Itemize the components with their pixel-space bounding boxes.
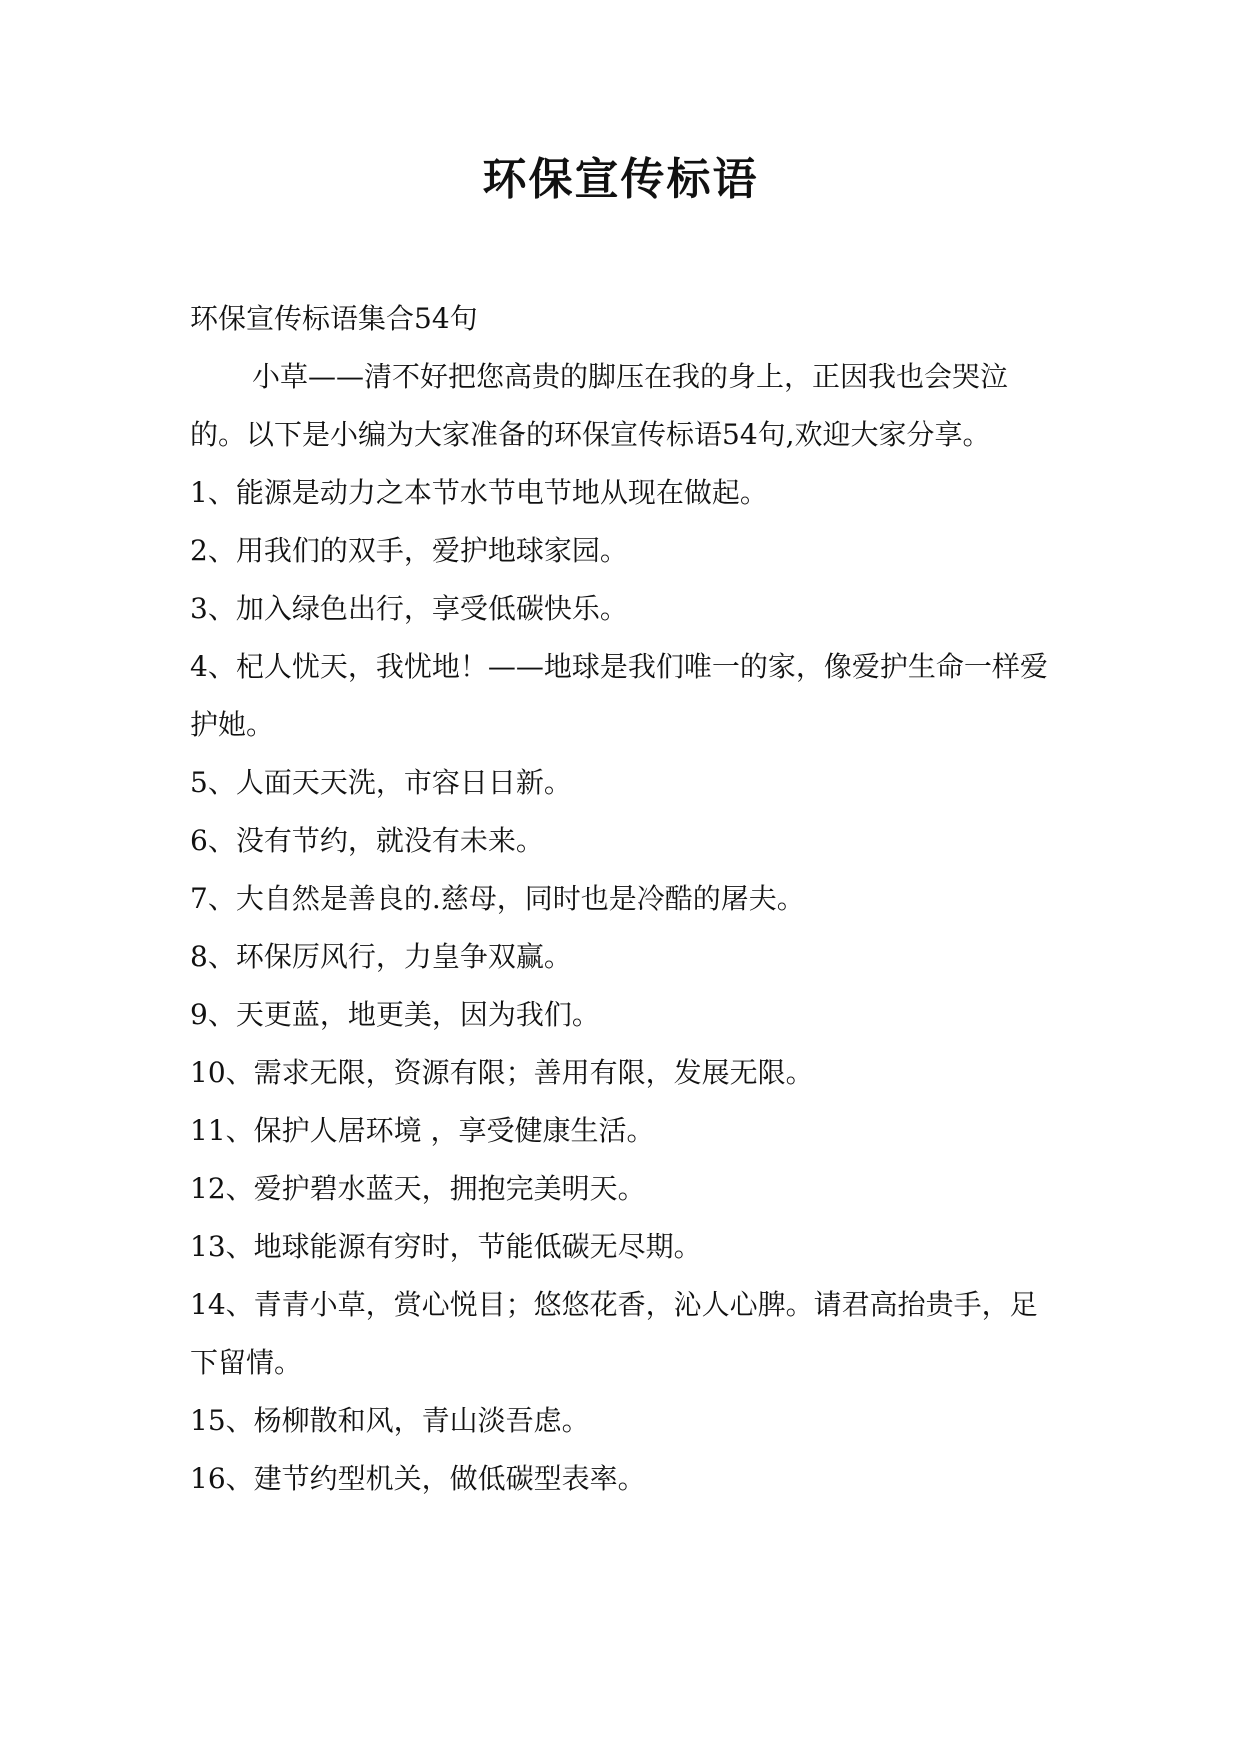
intro-paragraph: 小草——清不好把您高贵的脚压在我的身上，正因我也会哭泣的。以下是小编为大家准备的环保宣传标语54句,欢迎大家分享。 — [190, 360, 1009, 451]
slogan-item-5: 5、人面天天洗，市容日日新。 — [190, 766, 572, 799]
slogan-item-1: 1、能源是动力之本节水节电节地从现在做起。 — [190, 476, 768, 509]
slogan-item-4: 4、杞人忧天，我忧地！——地球是我们唯一的家，像爱护生命一样爱护她。 — [190, 650, 1048, 741]
slogan-item-7: 7、大自然是善良的.慈母，同时也是冷酷的屠夫。 — [190, 882, 805, 915]
document-body — [190, 290, 1060, 1508]
slogan-item-6: 6、没有节约，就没有未来。 — [190, 824, 544, 857]
slogan-item-15: 15、杨柳散和风，青山淡吾虑。 — [190, 1404, 590, 1437]
slogan-item-9: 9、天更蓝，地更美，因为我们。 — [190, 998, 600, 1031]
slogan-item-11: 11、保护人居环境 ，享受健康生活。 — [190, 1114, 655, 1147]
slogan-item-3: 3、加入绿色出行，享受低碳快乐。 — [190, 592, 628, 625]
slogan-item-10: 10、需求无限，资源有限；善用有限，发展无限。 — [190, 1056, 814, 1089]
document-subtitle: 环保宣传标语集合54句 — [190, 302, 478, 335]
slogan-item-8: 8、环保厉风行，力皇争双赢。 — [190, 940, 572, 973]
slogan-item-13: 13、地球能源有穷时，节能低碳无尽期。 — [190, 1230, 702, 1263]
slogan-item-16: 16、建节约型机关，做低碳型表率。 — [190, 1462, 646, 1495]
slogan-item-14: 14、青青小草，赏心悦目；悠悠花香，沁人心脾。请君高抬贵手，足下留情。 — [190, 1288, 1038, 1379]
document-title: 环保宣传标语 — [482, 154, 759, 205]
slogan-item-2: 2、用我们的双手，爱护地球家园。 — [190, 534, 628, 567]
slogan-item-12: 12、爱护碧水蓝天，拥抱完美明天。 — [190, 1172, 646, 1205]
